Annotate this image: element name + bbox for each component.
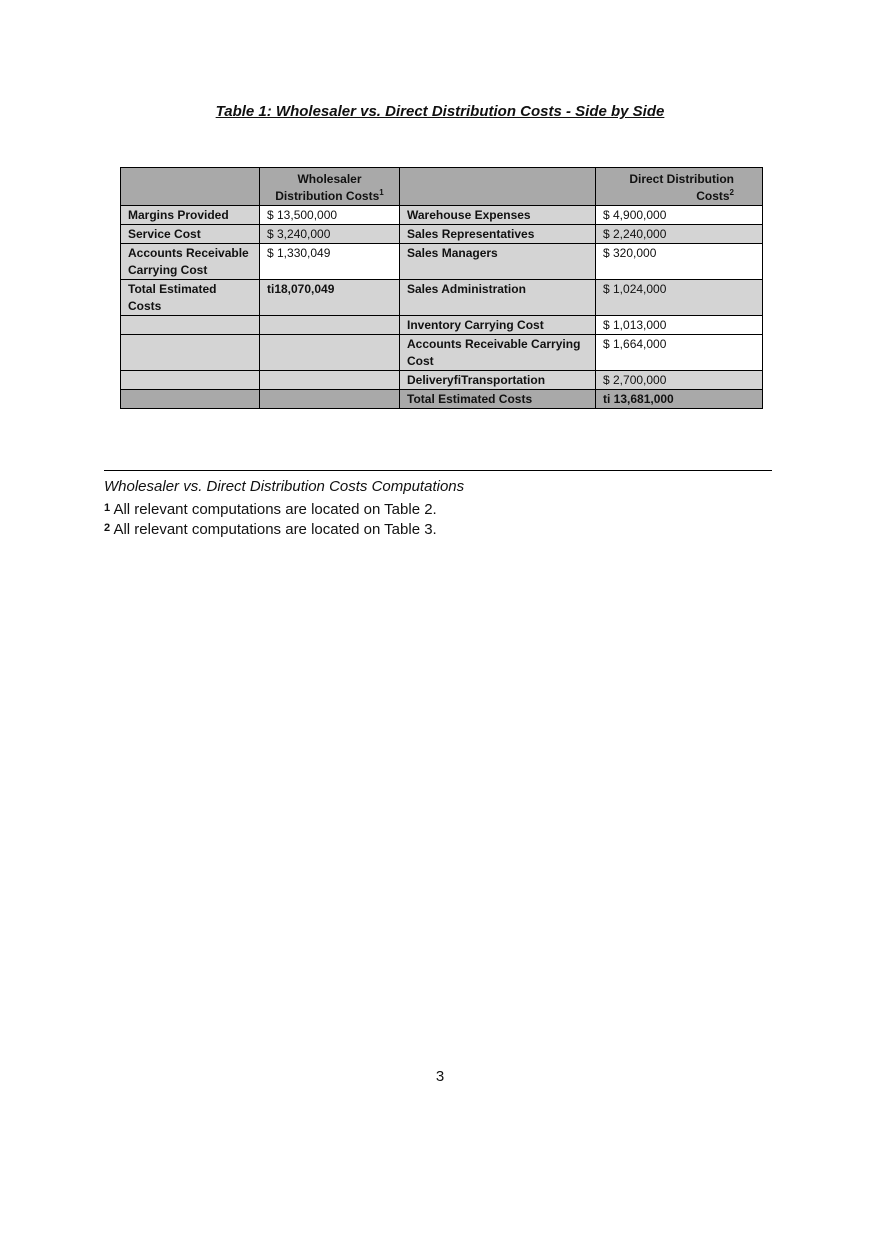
footnotes-title: Wholesaler vs. Direct Distribution Costs Computations — [104, 478, 465, 495]
wholesaler-value: $ 3,240,000 — [260, 225, 400, 244]
direct-value: $ 2,240,000 — [596, 225, 763, 244]
table-row — [121, 206, 763, 225]
header-direct — [596, 168, 763, 206]
header-blank-1 — [121, 168, 260, 206]
direct-value: $ 320,000 — [596, 244, 763, 280]
footnote-2-mark: 2 — [104, 522, 111, 534]
wholesaler-value — [260, 316, 400, 335]
table-row — [121, 371, 763, 390]
distribution-costs-table — [120, 167, 763, 409]
direct-value: $ 1,024,000 — [596, 280, 763, 316]
wholesaler-label: Accounts Receivable Carrying Cost — [121, 244, 260, 280]
table-header-row — [121, 168, 763, 206]
table-title: Table 1: Wholesaler vs. Direct Distribution Costs - Side by Side — [215, 103, 665, 120]
direct-label: Inventory Carrying Cost — [400, 316, 596, 335]
table-row — [121, 280, 763, 316]
wholesaler-label — [121, 371, 260, 390]
wholesaler-label — [121, 390, 260, 409]
wholesaler-value: $ 13,500,000 — [260, 206, 400, 225]
direct-total-value: ti 13,681,000 — [596, 390, 763, 409]
table-row — [121, 225, 763, 244]
wholesaler-label: Total Estimated Costs — [121, 280, 260, 316]
footnote-1-text: All relevant computations are located on Table 2. — [113, 501, 437, 518]
wholesaler-value — [260, 390, 400, 409]
footnote-2 — [104, 518, 437, 540]
direct-label: Sales Administration — [400, 280, 596, 316]
wholesaler-value — [260, 335, 400, 371]
direct-label: Sales Representatives — [400, 225, 596, 244]
footnote-mark-1: 1 — [379, 188, 384, 197]
table-row — [121, 316, 763, 335]
header-direct-label: Direct Distribution Costs — [629, 172, 734, 203]
table-row — [121, 335, 763, 371]
footnote-1-mark: 1 — [104, 502, 111, 514]
footnote-mark-2: 2 — [729, 188, 734, 197]
footnote-2-text: All relevant computations are located on Table 3. — [113, 521, 437, 538]
wholesaler-label — [121, 335, 260, 371]
wholesaler-value — [260, 371, 400, 390]
wholesaler-value: ti18,070,049 — [260, 280, 400, 316]
direct-label: DeliveryfiTransportation — [400, 371, 596, 390]
wholesaler-label: Service Cost — [121, 225, 260, 244]
header-wholesaler-label: Wholesaler Distribution Costs — [275, 172, 380, 203]
footnote-1 — [104, 498, 437, 520]
footnote-separator — [104, 470, 772, 471]
header-wholesaler — [260, 168, 400, 206]
page-number: 3 — [435, 1068, 445, 1085]
direct-value: $ 1,664,000 — [596, 335, 763, 371]
direct-value: $ 2,700,000 — [596, 371, 763, 390]
wholesaler-label — [121, 316, 260, 335]
direct-label: Sales Managers — [400, 244, 596, 280]
table-row — [121, 244, 763, 280]
header-blank-2 — [400, 168, 596, 206]
direct-value: $ 4,900,000 — [596, 206, 763, 225]
wholesaler-value: $ 1,330,049 — [260, 244, 400, 280]
direct-value: $ 1,013,000 — [596, 316, 763, 335]
wholesaler-label: Margins Provided — [121, 206, 260, 225]
direct-label: Warehouse Expenses — [400, 206, 596, 225]
direct-label: Accounts Receivable Carrying Cost — [400, 335, 596, 371]
direct-total-label: Total Estimated Costs — [400, 390, 596, 409]
table-row-total — [121, 390, 763, 409]
